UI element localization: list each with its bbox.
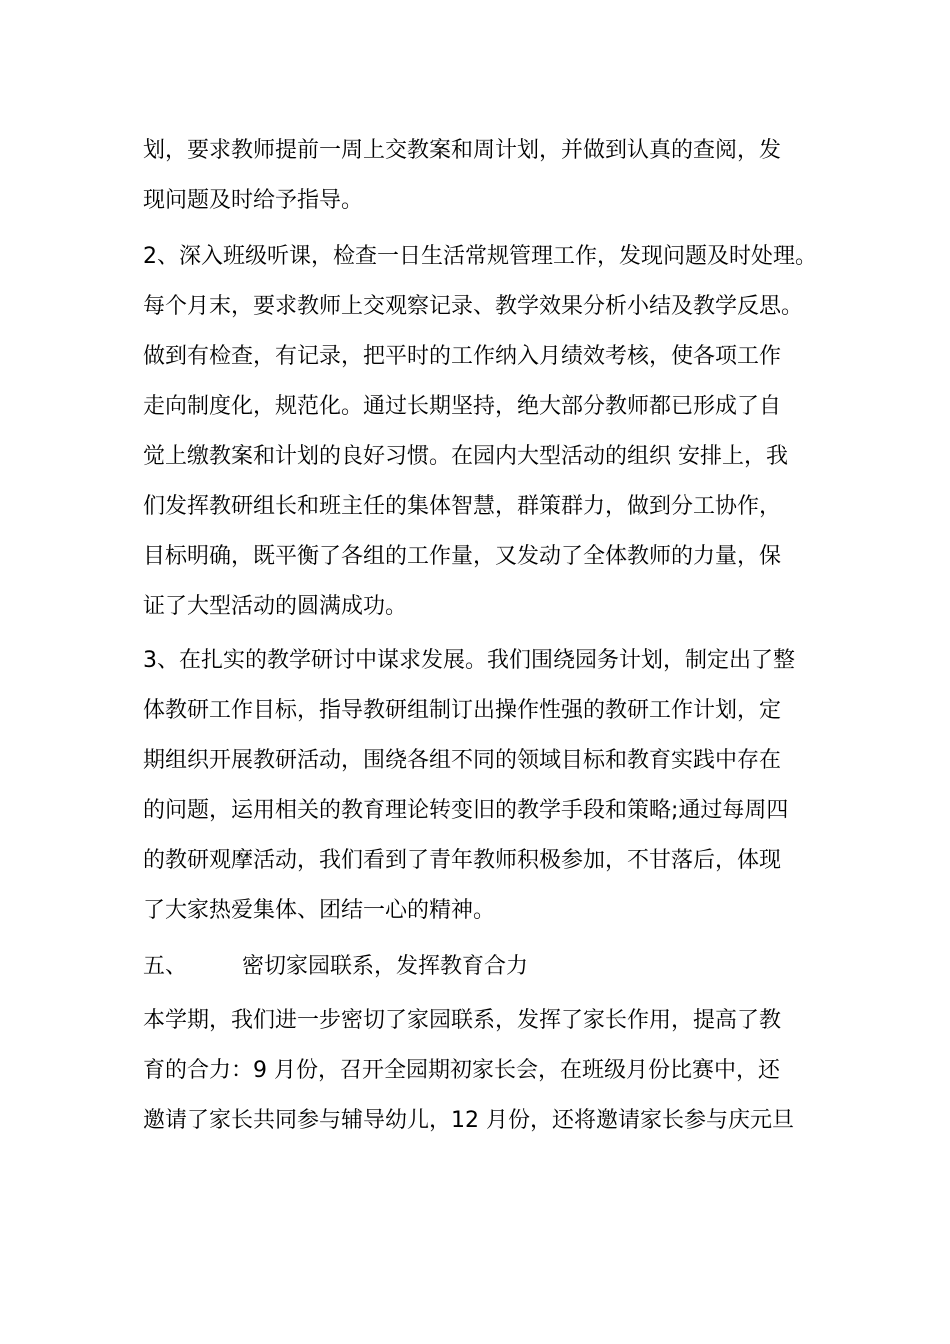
paragraph-3-line-2: 体教研工作目标，指导教研组制订出操作性强的教研工作计划，定 <box>143 698 782 723</box>
paragraph-2-line-4: 走向制度化，规范化。通过长期坚持，绝大部分教师都已形成了自 <box>143 394 782 419</box>
paragraph-4-line-3: 邀请了家长共同参与辅导幼儿，12 月份，还将邀请家长参与庆元旦 <box>143 1108 794 1133</box>
paragraph-3-line-3: 期组织开展教研活动，围绕各组不同的领域目标和教育实践中存在 <box>143 748 782 773</box>
paragraph-4-line-2: 育的合力：9 月份，召开全园期初家长会，在班级月份比赛中，还 <box>143 1058 780 1083</box>
paragraph-2-line-1: 2、深入班级听课，检查一日生活常规管理工作，发现问题及时处理。 <box>143 244 817 269</box>
section-heading-number: 五、 <box>143 954 188 979</box>
paragraph-2-line-3: 做到有检查，有记录，把平时的工作纳入月绩效考核，使各项工作 <box>143 344 782 369</box>
paragraph-3-line-1: 3、在扎实的教学研讨中谋求发展。我们围绕园务计划，制定出了整 <box>143 648 795 673</box>
section-heading-title: 密切家园联系，发挥教育合力 <box>242 954 529 979</box>
paragraph-3-line-5: 的教研观摩活动，我们看到了青年教师积极参加，不甘落后，体现 <box>143 848 782 873</box>
paragraph-4-line-1: 本学期，我们进一步密切了家园联系，发挥了家长作用，提高了教 <box>143 1008 782 1033</box>
paragraph-2-line-8: 证了大型活动的圆满成功。 <box>143 594 408 619</box>
paragraph-3-line-6: 了大家热爱集体、团结一心的精神。 <box>143 898 496 923</box>
paragraph-1-line-2: 现问题及时给予指导。 <box>143 188 364 213</box>
paragraph-3-line-4: 的问题，运用相关的教育理论转变旧的教学手段和策略;通过每周四 <box>143 798 789 823</box>
paragraph-2-line-2: 每个月末，要求教师上交观察记录、教学效果分析小结及教学反思。 <box>143 294 804 319</box>
paragraph-2-line-5: 觉上缴教案和计划的良好习惯。在园内大型活动的组织 安排上，我 <box>143 444 788 469</box>
paragraph-2-line-7: 目标明确，既平衡了各组的工作量，又发动了全体教师的力量，保 <box>143 544 782 569</box>
paragraph-2-line-6: 们发挥教研组长和班主任的集体智慧，群策群力，做到分工协作， <box>143 494 782 519</box>
paragraph-1-line-1: 划，要求教师提前一周上交教案和周计划，并做到认真的查阅，发 <box>143 138 782 163</box>
